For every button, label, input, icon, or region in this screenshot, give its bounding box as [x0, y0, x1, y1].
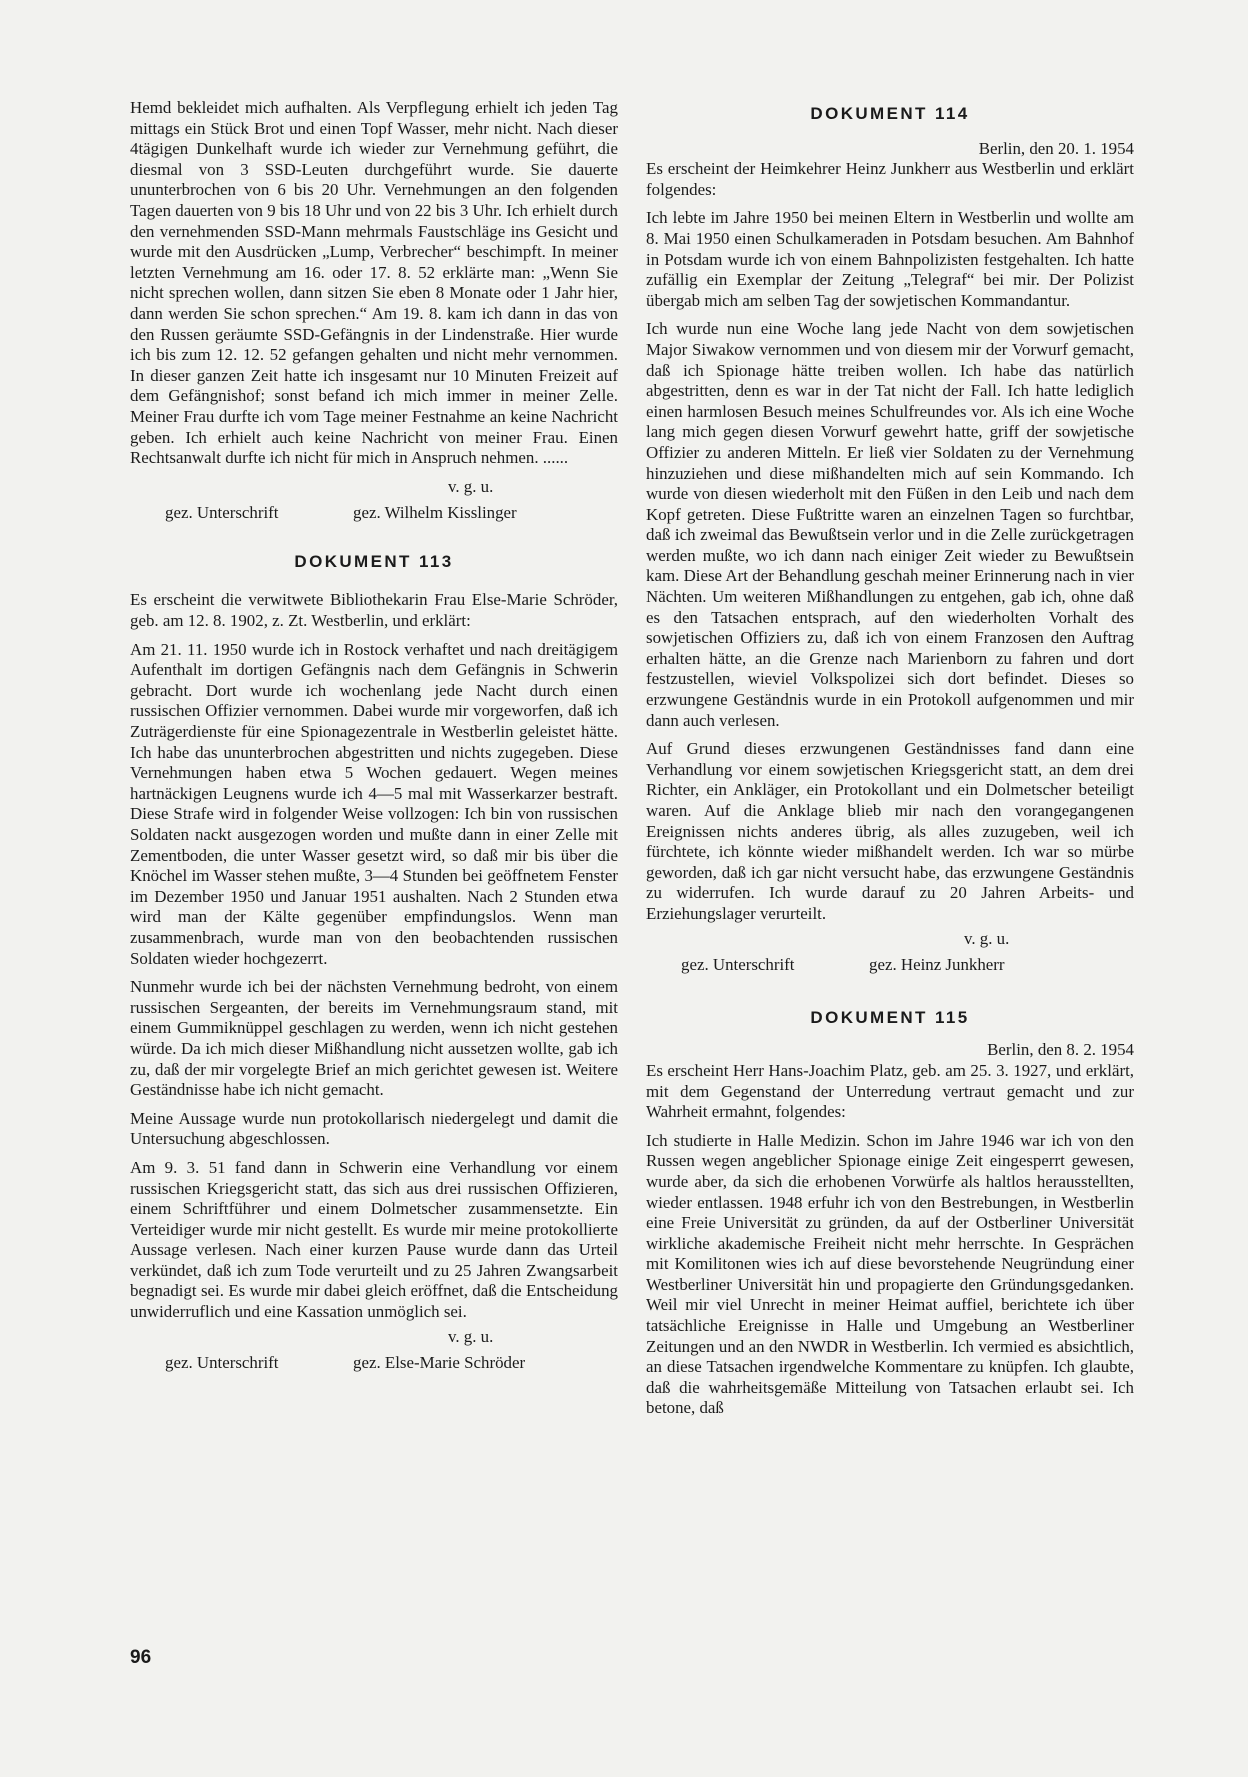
signature-right: gez. Wilhelm Kisslinger — [353, 503, 517, 523]
signature-line — [130, 503, 618, 524]
vgu-mark: v. g. u. — [964, 928, 1010, 948]
vgu-mark: v. g. u. — [448, 1326, 494, 1346]
paragraph: Nunmehr wurde ich bei der nächsten Vernehmung bedroht, von einem russischen Sergeanten, der bereits im Vernehmungsraum stand, mit einem Gummiknüppel geschlagen zu werden, wenn ich nicht gestehen würde. Da ich mich dieser Mißhandlung nicht aussetzen wollte, gab ich zu, daß der mir vorgelegte Brief an mich gerichtet gewesen ist. Weitere Geständnisse habe ich nicht gemacht. — [130, 977, 618, 1100]
document-heading: DOKUMENT 115 — [810, 1007, 970, 1027]
paragraph: Am 21. 11. 1950 wurde ich in Rostock verhaftet und nach dreitägigem Aufenthalt im dortigen Gefängnis nach dem Gefängnis in Schwerin gebracht. Dort wurde ich wochenlang jede Nacht durch einen russischen Offizier vernommen. Dabei wurde mir vorgeworfen, daß ich Zuträgerdienste für eine Spionagezentrale in Westberlin geleistet hätte. Ich habe das ununterbrochen abgestritten und nichts zugegeben. Diese Vernehmungen haben etwa 5 Wochen gedauert. Wegen meines hartnäckigen Leugnens wurde ich 4—5 mal mit Wasserkarzer bestraft. Diese Strafe wird in folgender Weise vollzogen: Ich bin von russischen Soldaten nackt ausgezogen worden und mußte dann in einer Zelle mit Zementboden, die unter Wasser gesetzt wird, so daß mir bis über die Knöchel im Wasser stehen mußte, 3—4 Stunden bei geöffnetem Fenster im Dezember 1950 und Januar 1951 aushalten. Nach 2 Stunden etwa wird man der Kälte gegenüber empfindungslos. Wenn man zusammenbrach, wurde man von den beobachtenden russischen Soldaten wieder hochgezerrt. — [130, 639, 618, 968]
paragraph: Am 9. 3. 51 fand dann in Schwerin eine Verhandlung vor einem russischen Kriegsgericht statt, das sich aus drei russischen Offizieren, einem Schriftführer und einem Dolmetscher zusammensetzte. Ein Verteidiger wurde mir nicht gestellt. Es wurde mir meine protokollierte Aussage verlesen. Nach einer kurzen Pause wurde dann das Urteil verkündet, daß ich zum Tode verurteilt und zu 25 Jahren Zwangsarbeit begnadigt sei. Es wurde mir dabei gleich eröffnet, daß die Entscheidung unwiderruflich und eine Kassation unmöglich sei. — [130, 1157, 618, 1322]
right-column — [646, 104, 1134, 1419]
paragraph: Auf Grund dieses erzwungenen Geständnisses fand dann eine Verhandlung vor einem sowjetischen Kriegsgericht statt, an dem drei Richter, ein Ankläger, ein Protokollant und ein Dolmetscher beteiligt waren. Auf die Anklage blieb mir nach den vorangegangenen Ereignissen nichts anderes übrig, als alles zuzugeben, weil ich fürchtete, ich könnte wieder mißhandelt werden. Ich war so mürbe geworden, daß ich gar nicht versucht habe, das erzwungene Geständnis zu widerrufen. Ich wurde darauf zu 20 Jahren Arbeits- und Erziehungslager verurteilt. — [646, 739, 1134, 923]
document-heading: DOKUMENT 113 — [294, 551, 454, 571]
signature-right: gez. Else-Marie Schröder — [353, 1353, 526, 1373]
paragraph: Es erscheint Herr Hans-Joachim Platz, geb. am 25. 3. 1927, und erklärt, mit dem Gegenstand der Unterredung vertraut gemacht und zur Wahrheit ermahnt, folgendes: — [646, 1060, 1134, 1122]
paragraph: Hemd bekleidet mich aufhalten. Als Verpflegung erhielt ich jeden Tag mittags ein Stück Brot und einen Topf Wasser, mehr nicht. Nach dieser 4tägigen Dunkelhaft wurde ich wieder zur Vernehmung geführt, die diesmal von 3 SSD-Leuten durchgeführt wurde. Sie dauerte ununterbrochen von 6 bis 20 Uhr. Vernehmungen an den folgenden Tagen dauerten von 9 bis 18 Uhr und von 22 bis 3 Uhr. Ich erhielt durch den vernehmenden SSD-Mann mehrmals Faustschläge ins Gesicht und wurde mit den Ausdrücken „Lump, Verbrecher“ beschimpft. In meiner letzten Vernehmung am 16. oder 17. 8. 52 erklärte man: „Wenn Sie nicht sprechen wollen, dann sitzen Sie eben 8 Monate oder 1 Jahr hier, dann werden Sie schon sprechen.“ Am 19. 8. kam ich dann in das von den Russen geräumte SSD-Gefängnis in der Lindenstraße. Hier wurde ich bis zum 12. 12. 52 gefangen gehalten und nicht mehr vernommen. In dieser ganzen Zeit hatte ich insgesamt nur 10 Minuten Freizeit auf dem Gefängnishof; sonst befand ich mich immer in meiner Zelle. Meiner Frau durfte ich vom Tage meiner Festnahme an keine Nachricht geben. Ich erhielt auch keine Nachricht von meiner Frau. Einen Rechtsanwalt durfte ich nicht für mich in Anspruch nehmen. ...... — [130, 98, 618, 468]
signature-left: gez. Unterschrift — [165, 503, 279, 523]
vgu-mark: v. g. u. — [448, 476, 494, 496]
signature-left: gez. Unterschrift — [681, 955, 795, 975]
paragraph: Meine Aussage wurde nun protokollarisch niedergelegt und damit die Untersuchung abgeschlossen. — [130, 1108, 618, 1149]
paragraph: Es erscheint der Heimkehrer Heinz Junkherr aus Westberlin und erklärt folgendes: — [646, 159, 1134, 199]
signature-right: gez. Heinz Junkherr — [869, 955, 1005, 975]
page-number: 96 — [130, 1647, 152, 1668]
document-heading: DOKUMENT 114 — [810, 104, 970, 123]
paragraph: Ich wurde nun eine Woche lang jede Nacht von dem sowjetischen Major Siwakow vernommen und von diesem mir der Vorwurf gemacht, daß ich Spionage hätte treiben wollen. Ich habe das natürlich abgestritten, denn es war in der Tat nicht der Fall. Ich hatte lediglich einen harmlosen Besuch meines Schulfreundes vor. Als ich eine Woche lang mich gegen diesen Vorwurf gewehrt hatte, griff der sowjetische Offizier zu anderen Mitteln. Er ließ vier Soldaten zu der Vernehmung hinzuziehen und diese mißhandelten mich auf sein Kommando. Ich wurde von diesen wiederholt mit den Füßen in den Leib und nach dem Kopf getreten. Diese Fußtritte waren an einzelnen Tagen so furchtbar, daß ich zweimal das Bewußtsein verlor und in die Zelle zurückgetragen werden mußte, wo ich dann nach einiger Zeit wieder zu Bewußtsein kam. Diese Art der Behandlung geschah meiner Erinnerung nach in vier Nächten. Um weiteren Mißhandlungen zu entgehen, gab ich, ohne daß es den Tatsachen entsprach, auf den wiederholten Vorhalt des sowjetischen Offiziers zu, daß ich von einem Franzosen den Auftrag erhalten hätte, an die Grenze nach Marienborn zu fahren und dort festzustellen, wieviel Volkspolizei sich dort befindet. Dieses so erzwungene Geständnis wurde in ein Protokoll aufgenommen und mir dann auch verlesen. — [646, 319, 1134, 730]
date-line: Berlin, den 20. 1. 1954 — [978, 138, 1134, 158]
date-line: Berlin, den 8. 2. 1954 — [987, 1040, 1134, 1060]
left-column — [130, 98, 618, 1374]
signature-left: gez. Unterschrift — [165, 1353, 279, 1373]
signature-line — [130, 1353, 618, 1374]
paragraph: Ich lebte im Jahre 1950 bei meinen Eltern in Westberlin und wollte am 8. Mai 1950 einen Schulkameraden in Potsdam besuchen. Am Bahnhof in Potsdam wurde ich von einem Bahnpolizisten festgehalten. Ich hatte zufällig ein Exemplar der Zeitung „Telegraf“ bei mir. Der Polizist übergab mich am selben Tag der sowjetischen Kommandantur. — [646, 208, 1134, 310]
paragraph: Es erscheint die verwitwete Bibliothekarin Frau Else-Marie Schröder, geb. am 12. 8. 1902, z. Zt. Westberlin, und erklärt: — [130, 590, 618, 631]
signature-line — [646, 955, 1134, 976]
paragraph: Ich studierte in Halle Medizin. Schon im Jahre 1946 war ich von den Russen wegen angeblicher Spionage einige Zeit eingesperrt gewesen, wurde aber, da sich die erhobenen Vorwürfe als haltlos herausstellten, wieder entlassen. 1948 erfuhr ich von den Bestrebungen, in Westberlin eine Freie Universität zu gründen, da auf der Ostberliner Universität wirkliche akademische Freiheit nicht mehr herrschte. In Gesprächen mit Komilitonen wies ich auf diese bevorstehende Neugründung einer Westberliner Universität hin und propagierte den Gründungsgedanken. Weil mir viel Unrecht in meiner Heimat auffiel, berichtete ich über tatsächliche Ereignisse in Halle und Umgebung an Westberliner Zeitungen und an den NWDR in Westberlin. Ich vermied es absichtlich, an diese Tatsachen irgendwelche Kommentare zu knüpfen. Ich glaubte, daß die wahrheitsgemäße Mitteilung von Tatsachen erlaubt sei. Ich betone, daß — [646, 1130, 1134, 1418]
